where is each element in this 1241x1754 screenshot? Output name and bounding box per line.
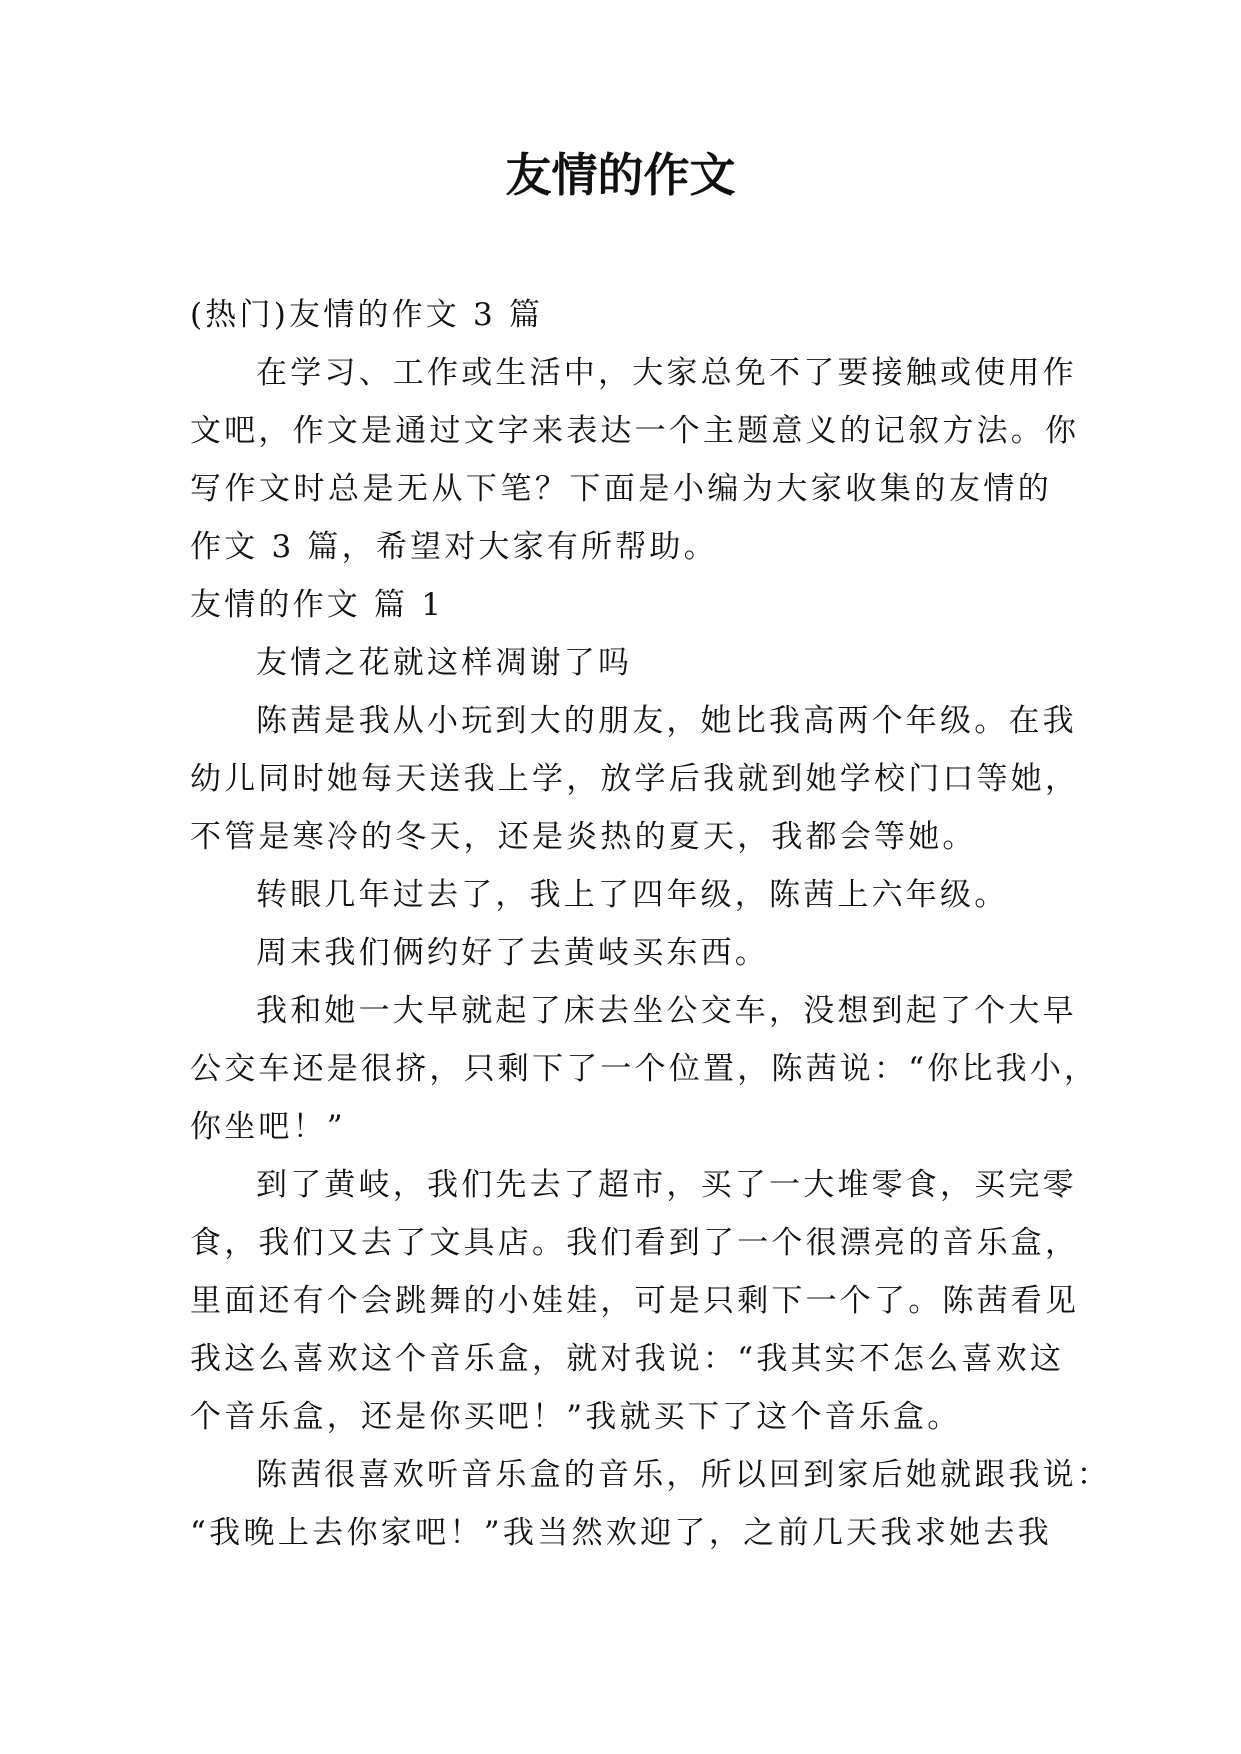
section-heading: 友情的作文 篇 1 <box>190 587 445 623</box>
paragraph-line: 食，我们又去了文具店。我们看到了一个很漂亮的音乐盒， <box>190 1225 1080 1261</box>
paragraph-line: 陈茜很喜欢听音乐盒的音乐，所以回到家后她就跟我说： <box>256 1457 1111 1493</box>
intro-line-4: 作文 3 篇，希望对大家有所帮助。 <box>190 529 718 565</box>
intro-line-3: 写作文时总是无从下笔？下面是小编为大家收集的友情的 <box>190 471 1052 507</box>
paragraph-line: 幼儿同时她每天送我上学，放学后我就到她学校门口等她， <box>190 761 1080 797</box>
paragraph-line: “我晚上去你家吧！”我当然欢迎了，之前几天我求她去我 <box>190 1515 1052 1551</box>
paragraph-line: 个音乐盒，还是你买吧！”我就买下了这个音乐盒。 <box>190 1399 962 1435</box>
paragraph-line: 我这么喜欢这个音乐盒，就对我说：“我其实不怎么喜欢这 <box>190 1341 1065 1377</box>
intro-line-2: 文吧，作文是通过文字来表达一个主题意义的记叙方法。你 <box>190 413 1080 449</box>
paragraph-line: 你坐吧！” <box>190 1109 346 1145</box>
essay-title: 友情之花就这样凋谢了吗 <box>256 645 633 681</box>
paragraph-line: 里面还有个会跳舞的小娃娃，可是只剩下一个了。陈茜看见 <box>190 1283 1080 1319</box>
paragraph-line: 我和她一大早就起了床去坐公交车，没想到起了个大早 <box>256 993 1077 1029</box>
paragraph-line: 转眼几年过去了，我上了四年级，陈茜上六年级。 <box>256 877 1009 913</box>
paragraph-line: 公交车还是很挤，只剩下了一个位置，陈茜说：“你比我小， <box>190 1051 1099 1087</box>
subtitle-line: (热门)友情的作文 3 篇 <box>190 297 544 333</box>
document-body <box>190 286 1111 1562</box>
paragraph-line: 不管是寒冷的冬天，还是炎热的夏天，我都会等她。 <box>190 819 977 855</box>
paragraph-line: 周末我们俩约好了去黄岐买东西。 <box>256 935 769 971</box>
document-title: 友情的作文 <box>505 148 736 202</box>
intro-line-1: 在学习、工作或生活中，大家总免不了要接触或使用作 <box>256 355 1077 391</box>
paragraph-line: 陈茜是我从小玩到大的朋友，她比我高两个年级。在我 <box>256 703 1077 739</box>
paragraph-line: 到了黄岐，我们先去了超市，买了一大堆零食，买完零 <box>256 1167 1077 1203</box>
